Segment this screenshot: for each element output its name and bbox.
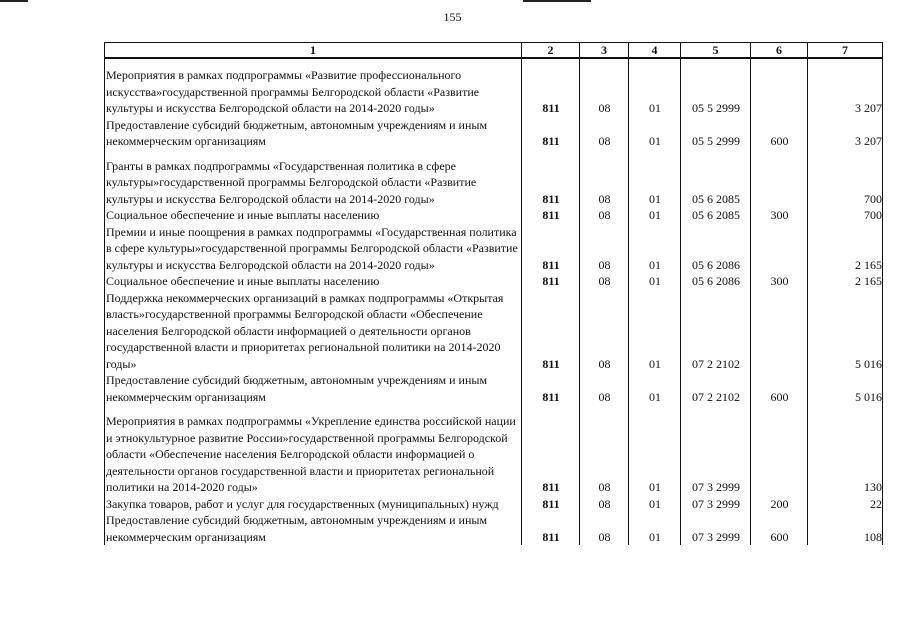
column-header-6: 6 [751,43,808,59]
item-description: Закупка товаров, работ и услуг для государственных (муниципальных) нужд [105,496,522,513]
amount: 700 [808,207,883,224]
page-number: 155 [443,10,462,24]
amount: 5 016 [808,372,883,405]
target-article-code: 05 6 2086 [681,273,751,290]
expense-type-code [751,158,808,208]
spacer-cell [105,58,522,67]
budget-table [104,42,883,545]
subsection-code: 01 [629,496,681,513]
table-row [105,273,883,290]
item-description: Предоставление субсидий бюджетным, автономным учреждениям и иным некоммерческим организациям [105,512,522,545]
ministry-code: 811 [522,207,580,224]
expense-type-code: 600 [751,512,808,545]
ministry-code: 811 [522,224,580,274]
subsection-code: 01 [629,290,681,373]
table-row [105,224,883,274]
section-code: 08 [580,117,629,150]
ministry-code: 811 [522,372,580,405]
expense-type-code [751,67,808,117]
table-row [105,117,883,150]
target-article-code: 05 5 2999 [681,67,751,117]
table-row [105,290,883,373]
expense-type-code: 600 [751,372,808,405]
subsection-code: 01 [629,158,681,208]
column-header-1: 1 [105,43,522,59]
scan-edge-mark [523,0,591,2]
spacer-cell [808,150,883,158]
column-header-5: 5 [681,43,751,59]
target-article-code: 07 3 2999 [681,512,751,545]
subsection-code: 01 [629,117,681,150]
spacer-cell [808,405,883,413]
amount: 700 [808,158,883,208]
item-description: Социальное обеспечение и иные выплаты населению [105,273,522,290]
target-article-code: 07 3 2999 [681,413,751,496]
column-header-4: 4 [629,43,681,59]
section-code: 08 [580,290,629,373]
subsection-code: 01 [629,224,681,274]
target-article-code: 07 3 2999 [681,496,751,513]
item-description: Мероприятия в рамках подпрограммы «Укрепление единства российской нации и этнокультурное развитие России»государственной программы Белгородской области «Обеспечение населения Белгородской области информацией о деятельности органов государственной власти и приоритетах региональной политики на 2014-2020 годы» [105,413,522,496]
spacer-cell [580,150,629,158]
subsection-code: 01 [629,413,681,496]
subsection-code: 01 [629,67,681,117]
target-article-code: 05 6 2085 [681,158,751,208]
spacer-cell [105,150,522,158]
section-code: 08 [580,273,629,290]
table-body [105,58,883,545]
subsection-code: 01 [629,273,681,290]
ministry-code: 811 [522,273,580,290]
target-article-code: 05 5 2999 [681,117,751,150]
target-article-code: 05 6 2086 [681,224,751,274]
amount: 3 207 [808,67,883,117]
amount: 108 [808,512,883,545]
spacer-cell [629,58,681,67]
section-code: 08 [580,224,629,274]
spacer-row [105,58,883,67]
expense-type-code [751,224,808,274]
expense-type-code: 200 [751,496,808,513]
spacer-cell [629,405,681,413]
spacer-cell [580,405,629,413]
ministry-code: 811 [522,158,580,208]
header-row [105,43,883,59]
section-code: 08 [580,512,629,545]
expense-type-code: 300 [751,273,808,290]
item-description: Социальное обеспечение и иные выплаты населению [105,207,522,224]
expense-type-code [751,290,808,373]
expense-type-code: 600 [751,117,808,150]
item-description: Предоставление субсидий бюджетным, автономным учреждениям и иным некоммерческим организациям [105,117,522,150]
table-row [105,372,883,405]
table-row [105,413,883,496]
amount: 5 016 [808,290,883,373]
section-code: 08 [580,207,629,224]
table-row [105,512,883,545]
spacer-cell [681,58,751,67]
amount: 3 207 [808,117,883,150]
column-header-2: 2 [522,43,580,59]
spacer-cell [808,58,883,67]
expense-type-code [751,413,808,496]
item-description: Поддержка некоммерческих организаций в рамках подпрограммы «Открытая власть»государственной программы Белгородской области «Обеспечение населения Белгородской области информацией о деятельности органов государственной власти и приоритетах региональной политики на 2014-2020 годы» [105,290,522,373]
amount: 22 [808,496,883,513]
spacer-cell [522,405,580,413]
expense-type-code: 300 [751,207,808,224]
table-row [105,158,883,208]
spacer-cell [522,58,580,67]
scan-edge-mark [0,0,28,2]
section-code: 08 [580,496,629,513]
amount: 130 [808,413,883,496]
spacer-cell [629,150,681,158]
spacer-row [105,150,883,158]
section-code: 08 [580,413,629,496]
spacer-cell [580,58,629,67]
table-row [105,207,883,224]
target-article-code: 07 2 2102 [681,290,751,373]
section-code: 08 [580,372,629,405]
table-row [105,496,883,513]
ministry-code: 811 [522,290,580,373]
subsection-code: 01 [629,372,681,405]
subsection-code: 01 [629,512,681,545]
section-code: 08 [580,158,629,208]
item-description: Гранты в рамках подпрограммы «Государственная политика в сфере культуры»государственной программы Белгородской области «Развитие культуры и искусства Белгородской области на 2014-2020 годы» [105,158,522,208]
item-description: Предоставление субсидий бюджетным, автономным учреждениям и иным некоммерческим организациям [105,372,522,405]
spacer-row [105,405,883,413]
target-article-code: 05 6 2085 [681,207,751,224]
ministry-code: 811 [522,67,580,117]
amount: 2 165 [808,273,883,290]
column-header-7: 7 [808,43,883,59]
spacer-cell [681,405,751,413]
item-description: Премии и иные поощрения в рамках подпрограммы «Государственная политика в сфере культуры»государственной программы Белгородской области «Развитие культуры и искусства Белгородской области на 2014-2020 годы» [105,224,522,274]
ministry-code: 811 [522,512,580,545]
spacer-cell [522,150,580,158]
spacer-cell [751,150,808,158]
column-header-3: 3 [580,43,629,59]
spacer-cell [681,150,751,158]
subsection-code: 01 [629,207,681,224]
ministry-code: 811 [522,496,580,513]
ministry-code: 811 [522,413,580,496]
spacer-cell [105,405,522,413]
ministry-code: 811 [522,117,580,150]
target-article-code: 07 2 2102 [681,372,751,405]
spacer-cell [751,405,808,413]
section-code: 08 [580,67,629,117]
table-row [105,67,883,117]
item-description: Мероприятия в рамках подпрограммы «Развитие профессионального искусства»государственной программы Белгородской области «Развитие культуры и искусства Белгородской области на 2014-2020 годы» [105,67,522,117]
amount: 2 165 [808,224,883,274]
spacer-cell [751,58,808,67]
